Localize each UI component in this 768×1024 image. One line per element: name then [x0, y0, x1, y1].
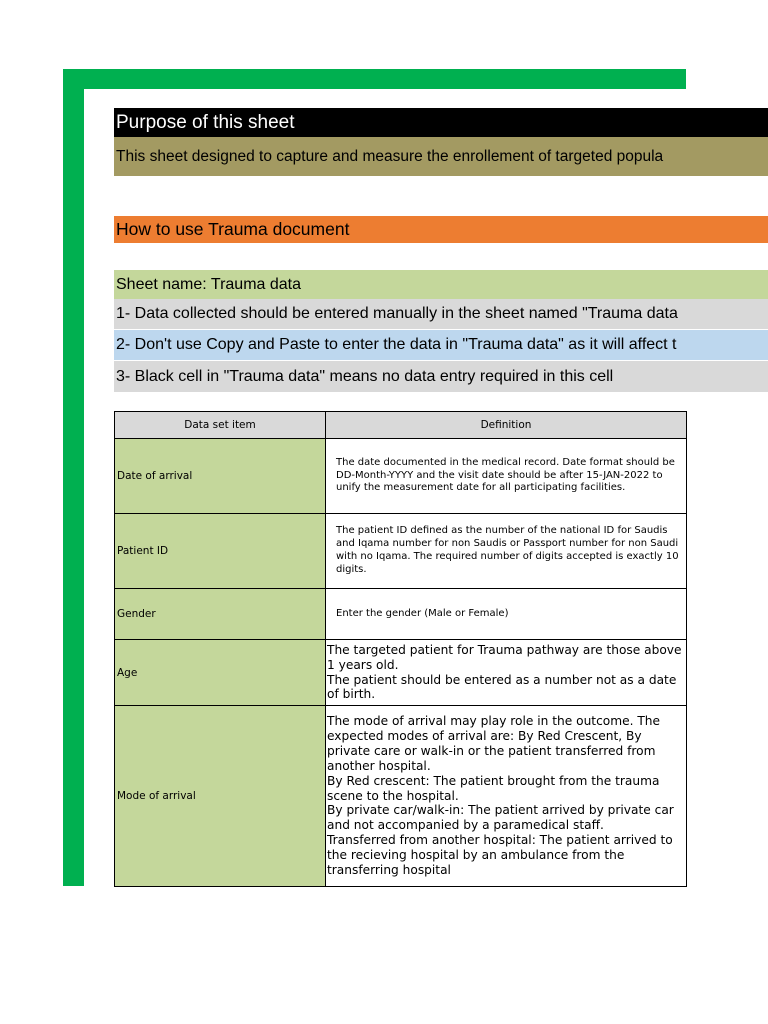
row-item-patient-id: Patient ID	[115, 514, 326, 589]
how-to-title: How to use Trauma document	[114, 216, 768, 243]
header-data-set-item: Data set item	[115, 412, 326, 439]
table-row	[115, 439, 687, 514]
table-header-row	[115, 412, 687, 439]
sheet-name-row: Sheet name: Trauma data	[114, 270, 768, 299]
green-frame-top	[63, 69, 686, 89]
green-frame-left	[63, 69, 84, 886]
row-item-gender: Gender	[115, 589, 326, 640]
row-definition-mode-of-arrival: The mode of arrival may play role in the outcome. The expected modes of arrival are: By Red Crescent, By private care or walk-in or the patient transferred from another hospital. By Red crescent: The patient brought from the trauma scene to the hospital. By private car/walk-in: The patient arrived by private car and not accompanied by a paramedical staff. Transferred from another hospital: The patient arrived to the recieving hospital by an ambulance from the transferring hospital	[326, 706, 687, 887]
header-definition: Definition	[326, 412, 687, 439]
row-item-date-of-arrival: Date of arrival	[115, 439, 326, 514]
row-definition-date-of-arrival: The date documented in the medical record. Date format should be DD-Month-YYYY and the visit date should be after 15-JAN-2022 to unify the measurement date for all participating facilities.	[326, 439, 687, 514]
row-definition-age: The targeted patient for Trauma pathway are those above 1 years old. The patient should be entered as a number not as a date of birth.	[326, 640, 687, 706]
table-row	[115, 640, 687, 706]
table-row	[115, 706, 687, 887]
row-item-mode-of-arrival: Mode of arrival	[115, 706, 326, 887]
table-row	[115, 514, 687, 589]
row-item-age: Age	[115, 640, 326, 706]
instruction-step-3: 3- Black cell in "Trauma data" means no data entry required in this cell	[114, 361, 768, 392]
row-definition-patient-id: The patient ID defined as the number of the national ID for Saudis and Iqama number for non Saudis or Passport number for non Saudi with no Iqama. The required number of digits accepted is exactly 10 digits.	[326, 514, 687, 589]
purpose-description: This sheet designed to capture and measure the enrollement of targeted popula	[114, 137, 768, 176]
instruction-step-2: 2- Don't use Copy and Paste to enter the data in "Trauma data" as it will affect t	[114, 330, 768, 360]
definitions-table	[114, 411, 687, 887]
purpose-title: Purpose of this sheet	[114, 108, 768, 137]
instruction-step-1: 1- Data collected should be entered manually in the sheet named "Trauma data	[114, 299, 768, 329]
row-definition-gender: Enter the gender (Male or Female)	[326, 589, 687, 640]
table-row	[115, 589, 687, 640]
